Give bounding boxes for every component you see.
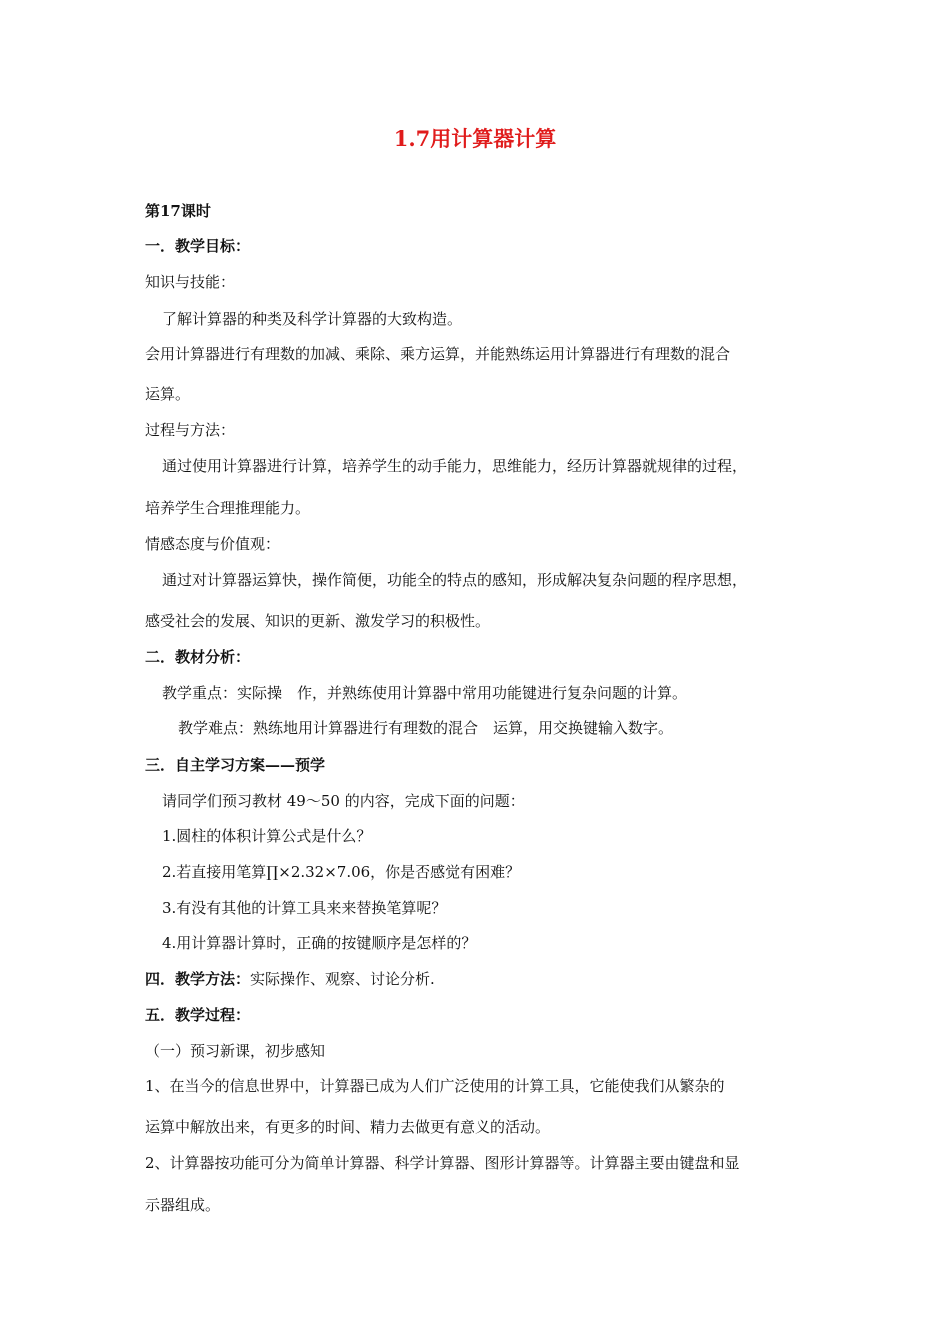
process-label: 过程与方法： [145,421,236,439]
paragraph: 运算。 [145,385,191,403]
lesson-number: 第17课时 [145,202,211,220]
paragraph: 教学重点：实际操 作，并熟练使用计算器中常用功能键进行复杂问题的计算。 [162,684,688,702]
paragraph: 会用计算器进行有理数的加减、乘除、乘方运算，并能熟练运用计算器进行有理数的混合 [145,345,731,363]
paragraph: 通过使用计算器进行计算，培养学生的动手能力，思维能力，经历计算器就规律的过程， [162,457,748,475]
paragraph: 培养学生合理推理能力。 [145,499,311,517]
paragraph: 请同学们预习教材 49～50 的内容，完成下面的问题： [162,792,525,810]
paragraph: 通过对计算器运算快，操作简便，功能全的特点的感知，形成解决复杂问题的程序思想， [162,571,748,589]
paragraph: 教学难点：熟练地用计算器进行有理数的混合 运算，用交换键输入数字。 [178,719,674,737]
list-item: 1.圆柱的体积计算公式是什么？ [162,827,372,845]
paragraph: 示器组成。 [145,1196,221,1214]
subheading: （一）预习新课，初步感知 [145,1042,326,1060]
paragraph: 1、在当今的信息世界中，计算器已成为人们广泛使用的计算工具，它能使我们从繁杂的 [145,1077,725,1095]
methods-line [145,969,435,989]
page-title: 1.7用计算器计算 [393,126,557,151]
list-item: 4.用计算器计算时，正确的按键顺序是怎样的？ [162,934,477,952]
knowledge-label: 知识与技能： [145,273,236,291]
list-item: 3.有没有其他的计算工具来来替换笔算呢？ [162,899,447,917]
emotion-label: 情感态度与价值观： [145,535,281,553]
paragraph: 感受社会的发展、知识的更新、激发学习的积极性。 [145,612,491,630]
section-heading-self-study: 三．自主学习方案——预学 [145,756,326,774]
section-heading-methods: 四．教学方法： [145,970,251,988]
paragraph: 运算中解放出来，有更多的时间、精力去做更有意义的活动。 [145,1118,551,1136]
section-heading-process: 五．教学过程： [145,1006,251,1024]
section-heading-analysis: 二．教材分析： [145,648,251,666]
section-heading-objectives: 一．教学目标： [145,237,251,255]
list-item: 2.若直接用笔算∏×2.32×7.06，你是否感觉有困难？ [162,863,521,881]
paragraph: 了解计算器的种类及科学计算器的大致构造。 [162,310,463,328]
paragraph: 2、计算器按功能可分为简单计算器、科学计算器、图形计算器等。计算器主要由键盘和显 [145,1154,740,1172]
methods-text: 实际操作、观察、讨论分析. [250,970,435,988]
